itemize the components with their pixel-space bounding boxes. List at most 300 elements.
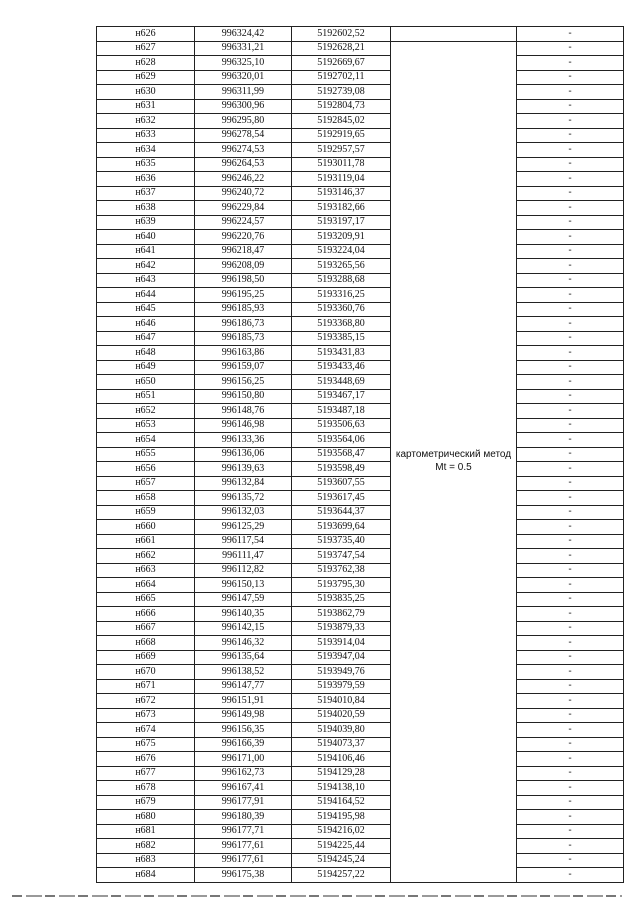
y-coordinate-cell: 5193182,66	[292, 201, 391, 216]
y-coordinate-cell: 5193644,37	[292, 505, 391, 520]
y-coordinate-cell: 5193209,91	[292, 230, 391, 245]
x-coordinate-cell: 996325,10	[195, 56, 292, 71]
table-row	[97, 259, 624, 274]
point-number-cell: н628	[97, 56, 195, 71]
note-cell: -	[517, 375, 624, 390]
note-cell: -	[517, 795, 624, 810]
x-coordinate-cell: 996177,91	[195, 795, 292, 810]
point-number-cell: н663	[97, 563, 195, 578]
point-number-cell: н648	[97, 346, 195, 361]
x-coordinate-cell: 996156,35	[195, 723, 292, 738]
table-row	[97, 607, 624, 622]
point-number-cell: н644	[97, 288, 195, 303]
note-cell: -	[517, 418, 624, 433]
table-row	[97, 447, 624, 462]
point-number-cell: н636	[97, 172, 195, 187]
y-coordinate-cell: 5192919,65	[292, 128, 391, 143]
point-number-cell: н676	[97, 752, 195, 767]
y-coordinate-cell: 5193607,55	[292, 476, 391, 491]
point-number-cell: н626	[97, 27, 195, 42]
x-coordinate-cell: 996218,47	[195, 244, 292, 259]
y-coordinate-cell: 5194164,52	[292, 795, 391, 810]
point-number-cell: н659	[97, 505, 195, 520]
y-coordinate-cell: 5192702,11	[292, 70, 391, 85]
y-coordinate-cell: 5193762,38	[292, 563, 391, 578]
y-coordinate-cell: 5194138,10	[292, 781, 391, 796]
x-coordinate-cell: 996175,38	[195, 868, 292, 883]
note-cell: -	[517, 824, 624, 839]
point-number-cell: н661	[97, 534, 195, 549]
table-row	[97, 810, 624, 825]
x-coordinate-cell: 996146,98	[195, 418, 292, 433]
table-row	[97, 766, 624, 781]
y-coordinate-cell: 5192845,02	[292, 114, 391, 129]
y-coordinate-cell: 5193448,69	[292, 375, 391, 390]
point-number-cell: н657	[97, 476, 195, 491]
y-coordinate-cell: 5193735,40	[292, 534, 391, 549]
note-cell: -	[517, 505, 624, 520]
x-coordinate-cell: 996278,54	[195, 128, 292, 143]
x-coordinate-cell: 996320,01	[195, 70, 292, 85]
note-cell: -	[517, 781, 624, 796]
point-number-cell: н634	[97, 143, 195, 158]
table-row	[97, 752, 624, 767]
note-cell: -	[517, 462, 624, 477]
y-coordinate-cell: 5193197,17	[292, 215, 391, 230]
note-cell: -	[517, 288, 624, 303]
table-row	[97, 665, 624, 680]
x-coordinate-cell: 996132,03	[195, 505, 292, 520]
note-cell: -	[517, 360, 624, 375]
table-row	[97, 288, 624, 303]
note-cell: -	[517, 346, 624, 361]
y-coordinate-cell: 5194195,98	[292, 810, 391, 825]
table-row	[97, 41, 624, 56]
y-coordinate-cell: 5193385,15	[292, 331, 391, 346]
x-coordinate-cell: 996311,99	[195, 85, 292, 100]
point-number-cell: н667	[97, 621, 195, 636]
point-number-cell: н684	[97, 868, 195, 883]
y-coordinate-cell: 5193862,79	[292, 607, 391, 622]
point-number-cell: н642	[97, 259, 195, 274]
table-row	[97, 549, 624, 564]
table-row	[97, 244, 624, 259]
note-cell: -	[517, 853, 624, 868]
table-row	[97, 737, 624, 752]
y-coordinate-cell: 5194010,84	[292, 694, 391, 709]
point-number-cell: н662	[97, 549, 195, 564]
point-number-cell: н675	[97, 737, 195, 752]
y-coordinate-cell: 5193979,59	[292, 679, 391, 694]
y-coordinate-cell: 5193795,30	[292, 578, 391, 593]
y-coordinate-cell: 5193617,45	[292, 491, 391, 506]
note-cell: -	[517, 389, 624, 404]
note-cell: -	[517, 534, 624, 549]
x-coordinate-cell: 996220,76	[195, 230, 292, 245]
x-coordinate-cell: 996133,36	[195, 433, 292, 448]
table-row	[97, 375, 624, 390]
y-coordinate-cell: 5193146,37	[292, 186, 391, 201]
table-row	[97, 317, 624, 332]
table-row	[97, 853, 624, 868]
page-bottom-rule	[12, 895, 622, 897]
note-cell: -	[517, 563, 624, 578]
note-cell: -	[517, 621, 624, 636]
method-cell-top	[391, 27, 517, 42]
point-number-cell: н672	[97, 694, 195, 709]
table-row	[97, 578, 624, 593]
point-number-cell: н664	[97, 578, 195, 593]
y-coordinate-cell: 5194073,37	[292, 737, 391, 752]
note-cell: -	[517, 302, 624, 317]
x-coordinate-cell: 996186,73	[195, 317, 292, 332]
table-row	[97, 157, 624, 172]
table-row	[97, 114, 624, 129]
coordinates-table	[96, 26, 624, 883]
x-coordinate-cell: 996300,96	[195, 99, 292, 114]
x-coordinate-cell: 996140,35	[195, 607, 292, 622]
x-coordinate-cell: 996142,15	[195, 621, 292, 636]
point-number-cell: н655	[97, 447, 195, 462]
point-number-cell: н653	[97, 418, 195, 433]
y-coordinate-cell: 5193433,46	[292, 360, 391, 375]
note-cell: -	[517, 201, 624, 216]
y-coordinate-cell: 5193011,78	[292, 157, 391, 172]
y-coordinate-cell: 5193568,47	[292, 447, 391, 462]
x-coordinate-cell: 996324,42	[195, 27, 292, 42]
table-row	[97, 505, 624, 520]
y-coordinate-cell: 5192804,73	[292, 99, 391, 114]
x-coordinate-cell: 996132,84	[195, 476, 292, 491]
point-number-cell: н666	[97, 607, 195, 622]
point-number-cell: н678	[97, 781, 195, 796]
table-row	[97, 476, 624, 491]
point-number-cell: н635	[97, 157, 195, 172]
point-number-cell: н643	[97, 273, 195, 288]
point-number-cell: н641	[97, 244, 195, 259]
table-row	[97, 433, 624, 448]
x-coordinate-cell: 996150,80	[195, 389, 292, 404]
y-coordinate-cell: 5194020,59	[292, 708, 391, 723]
table-row	[97, 621, 624, 636]
y-coordinate-cell: 5193360,76	[292, 302, 391, 317]
note-cell: -	[517, 157, 624, 172]
x-coordinate-cell: 996171,00	[195, 752, 292, 767]
y-coordinate-cell: 5192628,21	[292, 41, 391, 56]
note-cell: -	[517, 331, 624, 346]
x-coordinate-cell: 996147,59	[195, 592, 292, 607]
note-cell: -	[517, 766, 624, 781]
point-number-cell: н629	[97, 70, 195, 85]
point-number-cell: н658	[97, 491, 195, 506]
point-number-cell: н632	[97, 114, 195, 129]
x-coordinate-cell: 996166,39	[195, 737, 292, 752]
note-cell: -	[517, 99, 624, 114]
point-number-cell: н680	[97, 810, 195, 825]
x-coordinate-cell: 996229,84	[195, 201, 292, 216]
note-cell: -	[517, 244, 624, 259]
note-cell: -	[517, 636, 624, 651]
note-cell: -	[517, 665, 624, 680]
point-number-cell: н656	[97, 462, 195, 477]
x-coordinate-cell: 996135,72	[195, 491, 292, 506]
y-coordinate-cell: 5194225,44	[292, 839, 391, 854]
table-row	[97, 346, 624, 361]
note-cell: -	[517, 85, 624, 100]
table-row	[97, 56, 624, 71]
table-row	[97, 795, 624, 810]
y-coordinate-cell: 5194106,46	[292, 752, 391, 767]
y-coordinate-cell: 5193224,04	[292, 244, 391, 259]
table-row	[97, 85, 624, 100]
point-number-cell: н631	[97, 99, 195, 114]
y-coordinate-cell: 5192739,08	[292, 85, 391, 100]
note-cell: -	[517, 70, 624, 85]
y-coordinate-cell: 5193467,17	[292, 389, 391, 404]
x-coordinate-cell: 996111,47	[195, 549, 292, 564]
note-cell: -	[517, 404, 624, 419]
table-row	[97, 215, 624, 230]
point-number-cell: н649	[97, 360, 195, 375]
y-coordinate-cell: 5194216,02	[292, 824, 391, 839]
table-row	[97, 723, 624, 738]
x-coordinate-cell: 996177,61	[195, 853, 292, 868]
x-coordinate-cell: 996147,77	[195, 679, 292, 694]
point-number-cell: н669	[97, 650, 195, 665]
table-row	[97, 824, 624, 839]
point-number-cell: н682	[97, 839, 195, 854]
x-coordinate-cell: 996148,76	[195, 404, 292, 419]
point-number-cell: н652	[97, 404, 195, 419]
table-row	[97, 418, 624, 433]
y-coordinate-cell: 5193835,25	[292, 592, 391, 607]
x-coordinate-cell: 996135,64	[195, 650, 292, 665]
table-row	[97, 491, 624, 506]
table-row	[97, 520, 624, 535]
x-coordinate-cell: 996177,71	[195, 824, 292, 839]
y-coordinate-cell: 5193879,33	[292, 621, 391, 636]
y-coordinate-cell: 5193487,18	[292, 404, 391, 419]
point-number-cell: н681	[97, 824, 195, 839]
x-coordinate-cell: 996162,73	[195, 766, 292, 781]
table-row	[97, 143, 624, 158]
y-coordinate-cell: 5193431,83	[292, 346, 391, 361]
x-coordinate-cell: 996163,86	[195, 346, 292, 361]
x-coordinate-cell: 996167,41	[195, 781, 292, 796]
coordinates-table-sheet	[96, 26, 615, 883]
x-coordinate-cell: 996150,13	[195, 578, 292, 593]
y-coordinate-cell: 5193288,68	[292, 273, 391, 288]
y-coordinate-cell: 5193747,54	[292, 549, 391, 564]
x-coordinate-cell: 996139,63	[195, 462, 292, 477]
table-row	[97, 302, 624, 317]
note-cell: -	[517, 230, 624, 245]
x-coordinate-cell: 996151,91	[195, 694, 292, 709]
point-number-cell: н630	[97, 85, 195, 100]
note-cell: -	[517, 143, 624, 158]
y-coordinate-cell: 5193316,25	[292, 288, 391, 303]
x-coordinate-cell: 996146,32	[195, 636, 292, 651]
note-cell: -	[517, 694, 624, 709]
x-coordinate-cell: 996274,53	[195, 143, 292, 158]
note-cell: -	[517, 607, 624, 622]
table-row	[97, 404, 624, 419]
table-row	[97, 462, 624, 477]
method-description-cell: картометрический метод Mt = 0.5	[391, 41, 517, 882]
point-number-cell: н646	[97, 317, 195, 332]
point-number-cell: н673	[97, 708, 195, 723]
y-coordinate-cell: 5193368,80	[292, 317, 391, 332]
y-coordinate-cell: 5193564,06	[292, 433, 391, 448]
x-coordinate-cell: 996195,25	[195, 288, 292, 303]
note-cell: -	[517, 578, 624, 593]
table-row	[97, 636, 624, 651]
note-cell: -	[517, 476, 624, 491]
x-coordinate-cell: 996185,73	[195, 331, 292, 346]
note-cell: -	[517, 839, 624, 854]
table-row	[97, 186, 624, 201]
x-coordinate-cell: 996117,54	[195, 534, 292, 549]
point-number-cell: н638	[97, 201, 195, 216]
note-cell: -	[517, 433, 624, 448]
point-number-cell: н668	[97, 636, 195, 651]
x-coordinate-cell: 996156,25	[195, 375, 292, 390]
table-row	[97, 839, 624, 854]
x-coordinate-cell: 996198,50	[195, 273, 292, 288]
x-coordinate-cell: 996264,53	[195, 157, 292, 172]
y-coordinate-cell: 5192669,67	[292, 56, 391, 71]
y-coordinate-cell: 5192602,52	[292, 27, 391, 42]
point-number-cell: н651	[97, 389, 195, 404]
point-number-cell: н640	[97, 230, 195, 245]
table-row	[97, 650, 624, 665]
point-number-cell: н654	[97, 433, 195, 448]
point-number-cell: н637	[97, 186, 195, 201]
y-coordinate-cell: 5193265,56	[292, 259, 391, 274]
point-number-cell: н627	[97, 41, 195, 56]
x-coordinate-cell: 996185,93	[195, 302, 292, 317]
point-number-cell: н645	[97, 302, 195, 317]
y-coordinate-cell: 5193949,76	[292, 665, 391, 680]
x-coordinate-cell: 996112,82	[195, 563, 292, 578]
x-coordinate-cell: 996136,06	[195, 447, 292, 462]
x-coordinate-cell: 996246,22	[195, 172, 292, 187]
table-row	[97, 70, 624, 85]
point-number-cell: н647	[97, 331, 195, 346]
point-number-cell: н674	[97, 723, 195, 738]
note-cell: -	[517, 737, 624, 752]
point-number-cell: н650	[97, 375, 195, 390]
point-number-cell: н671	[97, 679, 195, 694]
point-number-cell: н679	[97, 795, 195, 810]
y-coordinate-cell: 5194245,24	[292, 853, 391, 868]
x-coordinate-cell: 996125,29	[195, 520, 292, 535]
note-cell: -	[517, 752, 624, 767]
table-row	[97, 331, 624, 346]
note-cell: -	[517, 868, 624, 883]
x-coordinate-cell: 996159,07	[195, 360, 292, 375]
note-cell: -	[517, 650, 624, 665]
y-coordinate-cell: 5194257,22	[292, 868, 391, 883]
y-coordinate-cell: 5193506,63	[292, 418, 391, 433]
point-number-cell: н665	[97, 592, 195, 607]
note-cell: -	[517, 549, 624, 564]
x-coordinate-cell: 996208,09	[195, 259, 292, 274]
table-row	[97, 679, 624, 694]
point-number-cell: н633	[97, 128, 195, 143]
y-coordinate-cell: 5194039,80	[292, 723, 391, 738]
x-coordinate-cell: 996224,57	[195, 215, 292, 230]
note-cell: -	[517, 215, 624, 230]
table-row	[97, 694, 624, 709]
x-coordinate-cell: 996138,52	[195, 665, 292, 680]
note-cell: -	[517, 708, 624, 723]
note-cell: -	[517, 259, 624, 274]
y-coordinate-cell: 5193119,04	[292, 172, 391, 187]
point-number-cell: н639	[97, 215, 195, 230]
table-row	[97, 592, 624, 607]
table-row	[97, 273, 624, 288]
table-row	[97, 27, 624, 42]
note-cell: -	[517, 186, 624, 201]
note-cell: -	[517, 520, 624, 535]
y-coordinate-cell: 5193914,04	[292, 636, 391, 651]
note-cell: -	[517, 317, 624, 332]
note-cell: -	[517, 491, 624, 506]
y-coordinate-cell: 5192957,57	[292, 143, 391, 158]
note-cell: -	[517, 114, 624, 129]
note-cell: -	[517, 723, 624, 738]
coordinates-table-body	[97, 27, 624, 883]
point-number-cell: н660	[97, 520, 195, 535]
y-coordinate-cell: 5193947,04	[292, 650, 391, 665]
point-number-cell: н677	[97, 766, 195, 781]
note-cell: -	[517, 27, 624, 42]
note-cell: -	[517, 592, 624, 607]
note-cell: -	[517, 56, 624, 71]
table-row	[97, 172, 624, 187]
table-row	[97, 360, 624, 375]
x-coordinate-cell: 996331,21	[195, 41, 292, 56]
note-cell: -	[517, 810, 624, 825]
table-row	[97, 781, 624, 796]
point-number-cell: н683	[97, 853, 195, 868]
x-coordinate-cell: 996177,61	[195, 839, 292, 854]
table-row	[97, 868, 624, 883]
table-row	[97, 230, 624, 245]
note-cell: -	[517, 41, 624, 56]
table-row	[97, 99, 624, 114]
table-row	[97, 389, 624, 404]
table-row	[97, 128, 624, 143]
note-cell: -	[517, 273, 624, 288]
note-cell: -	[517, 447, 624, 462]
x-coordinate-cell: 996180,39	[195, 810, 292, 825]
y-coordinate-cell: 5193598,49	[292, 462, 391, 477]
x-coordinate-cell: 996240,72	[195, 186, 292, 201]
x-coordinate-cell: 996149,98	[195, 708, 292, 723]
note-cell: -	[517, 128, 624, 143]
y-coordinate-cell: 5193699,64	[292, 520, 391, 535]
point-number-cell: н670	[97, 665, 195, 680]
table-row	[97, 534, 624, 549]
table-row	[97, 708, 624, 723]
table-row	[97, 563, 624, 578]
note-cell: -	[517, 679, 624, 694]
y-coordinate-cell: 5194129,28	[292, 766, 391, 781]
note-cell: -	[517, 172, 624, 187]
table-row	[97, 201, 624, 216]
